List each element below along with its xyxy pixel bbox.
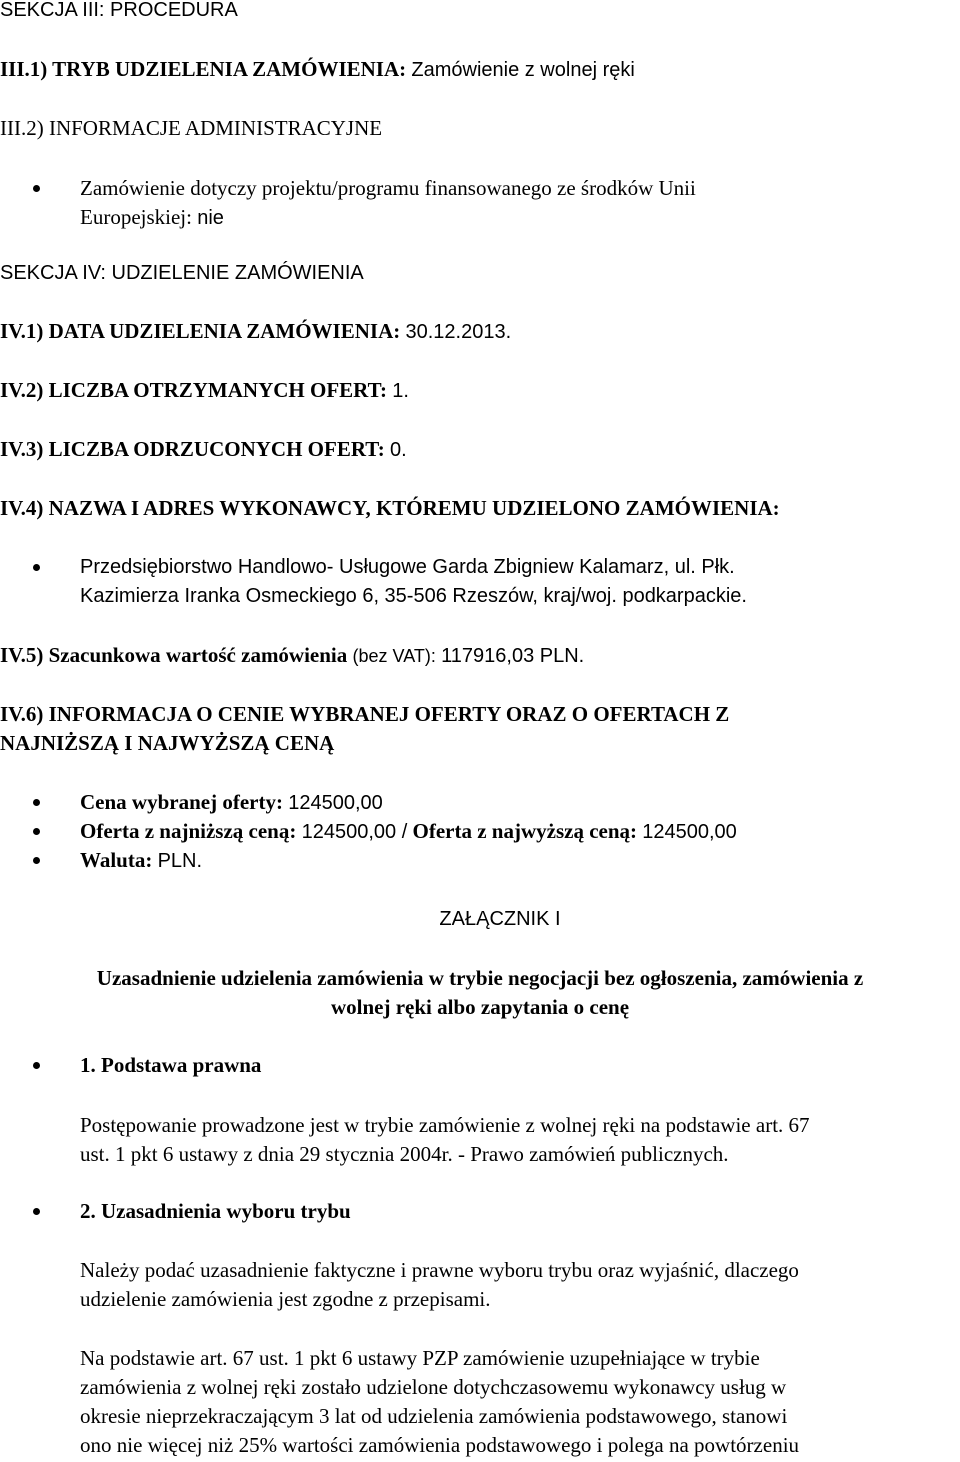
najnizsza-label: Oferta z najniższą ceną: (80, 819, 297, 843)
cena-wybranej (80, 788, 956, 818)
liczba-odrzuconych (0, 435, 960, 465)
wykonawca-line-2: Kazimierza Iranka Osmeckiego 6, 35-506 Rzeszów, kraj/woj. podkarpackie. (80, 585, 747, 607)
oferty-label: IV.2) LICZBA OTRZYMANYCH OFERT: (0, 378, 388, 402)
eu-funding-line-1: Zamówienie dotyczy projektu/programu finansowanego ze środków Unii (80, 176, 696, 200)
bullet-icon (33, 1208, 40, 1215)
wykonawca-address (80, 553, 956, 611)
podstawa-prawna-line-2: ust. 1 pkt 6 ustawy z dnia 29 stycznia 2004r. - Prawo zamówień publicznych. (80, 1142, 729, 1166)
tryb-udzielenia (0, 55, 960, 85)
oferty-value: 1. (392, 380, 409, 402)
tryb-label: III.1) TRYB UDZIELENIA ZAMÓWIENIA: (0, 57, 407, 81)
bullet-icon (33, 185, 40, 192)
najnizsza-value: 124500,00 / (301, 821, 408, 843)
cena-heading-line-1: IV.6) INFORMACJA O CENIE WYBRANEJ OFERTY ORAZ O OFERTACH Z (0, 702, 730, 726)
cena-heading (0, 700, 960, 758)
eu-funding-text (80, 174, 956, 233)
data-value: 30.12.2013. (405, 321, 512, 343)
podstawa-prawna-line-1: Postępowanie prowadzone jest w trybie zamówienie z wolnej ręki na podstawie art. 67 (80, 1113, 810, 1137)
liczba-ofert (0, 376, 960, 406)
zalacznik-subtitle-line-2: wolnej ręki albo zapytania o cenę (330, 995, 630, 1019)
odrzucone-label: IV.3) LICZBA ODRZUCONYCH OFERT: (0, 437, 385, 461)
data-label: IV.1) DATA UDZIELENIA ZAMÓWIENIA: (0, 319, 401, 343)
wartosc-label: IV.5) Szacunkowa wartość zamówienia (0, 643, 348, 667)
podstawa-prawna-heading: 1. Podstawa prawna (80, 1053, 262, 1077)
waluta (80, 846, 956, 876)
bullet-icon (33, 799, 40, 806)
uzasadnienia-instruction (80, 1256, 958, 1314)
odrzucone-value: 0. (389, 439, 407, 461)
oferty-ceny (80, 817, 956, 847)
bullet-icon (33, 828, 40, 835)
info-administracyjne-heading: III.2) INFORMACJE ADMINISTRACYJNE (0, 116, 383, 140)
section-4-heading: SEKCJA IV: UDZIELENIE ZAMÓWIENIA (0, 262, 364, 284)
cena-heading-line-2: NAJNIŻSZĄ I NAJWYŻSZĄ CENĄ (0, 731, 335, 755)
uzasadnienia-instruction-line-2: udzielenie zamówienia jest zgodne z przepisami. (80, 1287, 491, 1311)
uzasadnienia-line-4: ono nie więcej niż 25% wartości zamówienia podstawowego i polega na powtórzeniu (80, 1433, 800, 1457)
eu-funding-value: nie (197, 207, 224, 229)
bullet-icon (33, 564, 40, 571)
uzasadnienia-heading: 2. Uzasadnienia wyboru trybu (80, 1199, 351, 1223)
eu-funding-line-2 (80, 203, 956, 233)
uzasadnienia-line-1: Na podstawie art. 67 ust. 1 pkt 6 ustawy PZP zamówienie uzupełniające w trybie (80, 1346, 760, 1370)
tryb-value: Zamówienie z wolnej ręki (411, 59, 635, 81)
najwyzsza-label: Oferta z najwyższą ceną: (412, 819, 638, 843)
bullet-icon (33, 1062, 40, 1069)
wykonawca-line-1: Przedsiębiorstwo Handlowo- Usługowe Garda Zbigniew Kalamarz, ul. Płk. (80, 556, 735, 578)
uzasadnienia-text (80, 1344, 958, 1460)
zalacznik-title: ZAŁĄCZNIK I (439, 908, 561, 930)
szacunkowa-wartosc (0, 641, 960, 671)
uzasadnienia-line-3: okresie nieprzekraczającym 3 lat od udzielenia zamówienia podstawowego, stanowi (80, 1404, 788, 1428)
cena-wybranej-label: Cena wybranej oferty: (80, 790, 283, 814)
podstawa-prawna-text (80, 1111, 958, 1169)
waluta-label: Waluta: (80, 848, 153, 872)
waluta-value: PLN. (157, 850, 203, 872)
wykonawca-heading: IV.4) NAZWA I ADRES WYKONAWCY, KTÓREMU UDZIELONO ZAMÓWIENIA: (0, 496, 780, 520)
najwyzsza-value: 124500,00 (642, 821, 737, 843)
eu-funding-label: Europejskiej: (80, 205, 192, 229)
wartosc-vat-note: (bez VAT): (352, 646, 436, 666)
cena-wybranej-value: 124500,00 (288, 792, 383, 814)
zalacznik-subtitle (0, 964, 960, 1022)
section-3-heading: SEKCJA III: PROCEDURA (0, 0, 238, 21)
bullet-icon (33, 857, 40, 864)
data-udzielenia (0, 317, 960, 347)
zalacznik-subtitle-line-1: Uzasadnienie udzielenia zamówienia w trybie negocjacji bez ogłoszenia, zamówienia z (96, 966, 864, 990)
uzasadnienia-line-2: zamówienia z wolnej ręki zostało udzielone dotychczasowemu wykonawcy usług w (80, 1375, 787, 1399)
wartosc-value: 117916,03 PLN. (441, 645, 585, 667)
uzasadnienia-instruction-line-1: Należy podać uzasadnienie faktyczne i prawne wyboru trybu oraz wyjaśnić, dlaczego (80, 1258, 799, 1282)
